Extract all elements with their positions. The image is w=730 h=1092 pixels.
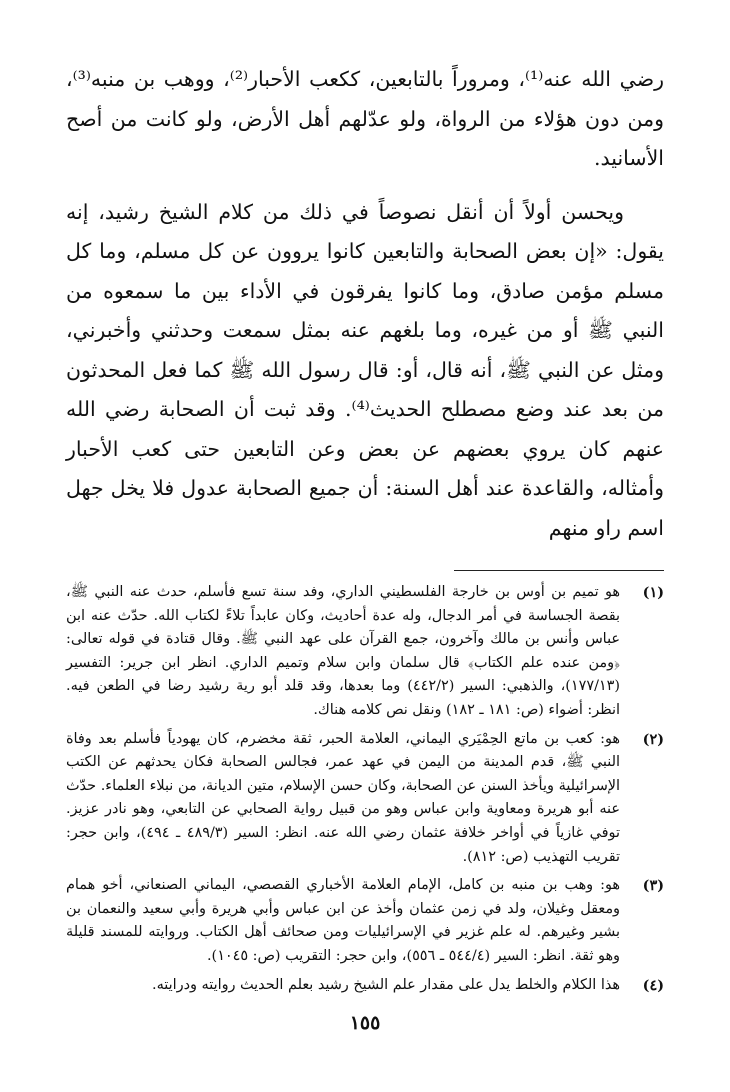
page-number: ١٥٥	[349, 1012, 381, 1034]
footnote-text: هذا الكلام والخلط يدل على مقدار علم الشيخ رشيد بعلم الحديث روايته ودرايته.	[152, 976, 620, 993]
footnote-separator	[454, 570, 664, 571]
footnote-4	[66, 974, 664, 998]
paragraph-2: ويحسن أولاً أن أنقل نصوصاً في ذلك من كلام الشيخ رشيد، إنه يقول: «إن بعض الصحابة والتابعين كانوا يروون عن كل مسلم، وما كل مسلم مؤمن صادق، وما كانوا يفرقون في الأداء بين ما سمعوه من النبي ﷺ أو من غيره، وما بلغهم عنه بمثل سمعت وحدثني وأخبرني، ومثل عن النبي ﷺ، أنه قال، أو: قال رسول الله ﷺ كما فعل المحدثون من بعد عند وضع مصطلح الحديث⁽⁴⁾. وقد ثبت أن الصحابة رضي الله عنهم كان يروي بعضهم عن بعض وعن التابعين حتى كعب الأحبار وأمثاله، والقاعدة عند أهل السنة: أن جميع الصحابة عدول فلا يخل جهل اسم راو منهم	[66, 199, 664, 540]
footnote-number: (٤)	[642, 976, 664, 994]
footnote-1	[66, 581, 664, 723]
footnote-number: (٢)	[642, 730, 664, 748]
footnotes	[66, 581, 664, 997]
footnote-3	[66, 874, 664, 968]
main-text	[66, 60, 664, 548]
paragraph-1: رضي الله عنه⁽¹⁾، ومروراً بالتابعين، ككعب الأحبار⁽²⁾، ووهب بن منبه⁽³⁾، ومن دون هؤلاء من الرواة، ولو عدّلهم أهل الأرض، ولو كانت من أصح الأسانيد.	[66, 67, 665, 170]
footnote-text: هو: كعب بن ماتع الحِمْيَري اليماني، العلامة الحبر، ثقة مخضرم، كان يهودياً فأسلم بعد وفاة النبي ﷺ، قدم المدينة من اليمن في عهد عمر، فجالس الصحابة فكان يحدثهم عن الكتب الإسرائيلية ويأخذ السنن عن الصحابة، وكان حسن الإسلام، متين الديانة، من نبلاء العلماء. حدّث عنه أبو هريرة ومعاوية وابن عباس وهو من قبيل رواية الصحابي عن التابعي، وهو نادر عزيز. توفي غازياً في أواخر خلافة عثمان رضي الله عنه. انظر: السير (٤٨٩/٣ ـ ٤٩٤)، وابن حجر: تقريب التهذيب (ص: ٨١٢).	[66, 730, 620, 865]
footnote-text: هو تميم بن أوس بن خارجة الفلسطيني الداري، وفد سنة تسع فأسلم، حدث عنه النبي ﷺ، بقصة الجساسة في أمر الدجال، وله عدة أحاديث، وكان عابداً تلاءً لكتاب الله. حدّث عنه ابن عباس وأنس بن مالك وآخرون، جمع القرآن على عهد النبي ﷺ. وقال قتادة في قوله تعالى: ﴿ومن عنده علم الكتاب﴾ قال سلمان وابن سلام وتميم الداري. انظر ابن جرير: التفسير (١٧٧/١٣)، والذهبي: السير (٤٤٢/٢) وما بعدها، وقد قلد أبو رية رشيد رضا في الطعن فيه. انظر: أضواء (ص: ١٨١ ـ ١٨٢) ونقل نص كلامه هناك.	[66, 584, 620, 718]
book-page	[66, 60, 664, 1072]
footnote-text: هو: وهب بن منبه بن كامل، الإمام العلامة الأخباري القصصي، اليماني الصنعاني، أخو همام ومعقل وغيلان، ولد في زمن عثمان وأخذ عن ابن عباس وأبي هريرة وأبي سعيد والنعمان بن بشير وغيرهم. له علم غزير في الإسرائيليات ومن صحائف أهل الكتاب. وروايته للمسند قليلة وهو ثقة. انظر: السير (٥٤٤/٤ ـ ٥٥٦)، وابن حجر: التقريب (ص: ١٠٤٥).	[66, 877, 620, 964]
footnote-number: (٣)	[642, 877, 664, 895]
footnote-number: (١)	[642, 584, 664, 601]
footnote-2	[66, 728, 664, 870]
